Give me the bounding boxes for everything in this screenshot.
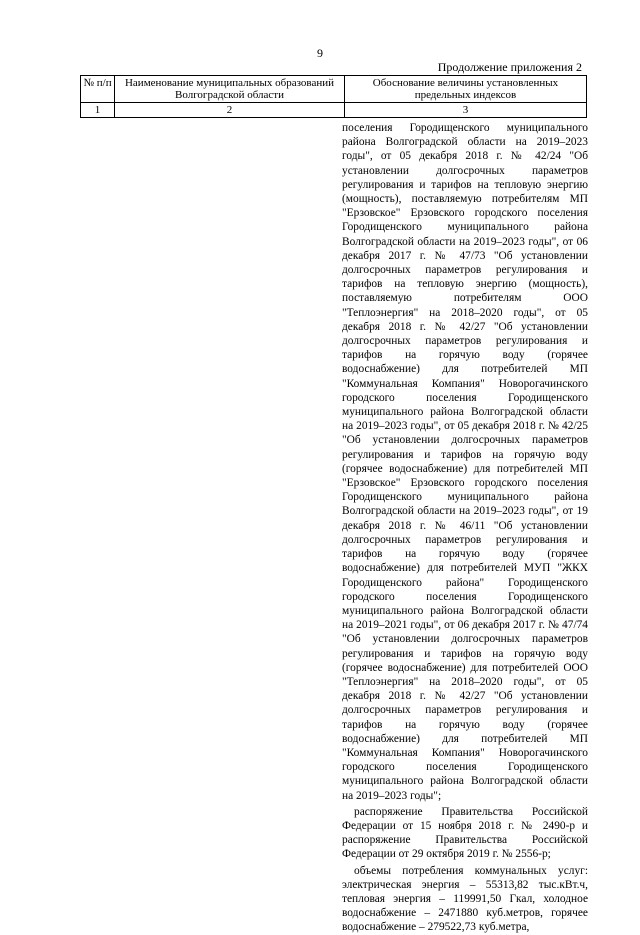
- appendix-continuation-note: Продолжение приложения 2: [437, 60, 582, 74]
- column-municipality-title: Наименование муниципальных образований Волгоградской области: [115, 76, 345, 103]
- header-title-row: [81, 76, 587, 103]
- justification-paragraph-consumption-volumes: объемы потребления коммунальных услуг: электрическая энергия – 55313,82 тыс.кВт.ч, тепловая энергия – 119991,50 Гкал, холодное водоснабжение – 2471880 куб.метров, горячее водоснабжение – 279522,73 куб.метра,: [342, 864, 588, 934]
- column-number-title: № п/п: [81, 76, 115, 103]
- justification-paragraph-decrees: поселения Городищенского муниципального района Волгоградской области на 2019–2023 годы", от 05 декабря 2018 г. № 42/24 "Об установлении долгосрочных параметров регулирования и тарифов на тепловую энергию (мощность), поставляемую потребителям МП "Ерзовское" Ерзовского городского поселения Городищенского муниципального района Волгоградской области на 2019–2023 годы", от 06 декабря 2017 г. № 47/73 "Об установлении долгосрочных параметров регулирования и тарифов на тепловую энергию (мощность), поставляемую потребителям ООО "Теплоэнергия" на 2018–2020 годы", от 05 декабря 2018 г. № 42/27 "Об установлении долгосрочных параметров регулирования и тарифов на горячую воду (горячее водоснабжение) для потребителей МП "Коммунальная Компания" Новорогачинского городского поселения Городищенского муниципального района Волгоградской области на 2019–2023 годы", от 05 декабря 2018 г. № 42/25 "Об установлении долгосрочных параметров регулирования и тарифов на горячую воду (горячее водоснабжение) для потребителей МП "Ерзовское" Ерзовского городского поселения Городищенского муниципального района Волгоградской области на 2019–2023 годы", от 19 декабря 2018 г. № 46/11 "Об установлении долгосрочных параметров регулирования и тарифов на горячую воду (горячее водоснабжение) для потребителей МУП "ЖКХ Городищенского района" Городищенского городского поселения Городищенского муниципального района Волгоградской области на 2019–2021 годы", от 06 декабря 2017 г. № 47/74 "Об установлении долгосрочных параметров регулирования и тарифов на горячую воду (горячее водоснабжение) для потребителей ООО "Теплоэнергия" на 2018–2020 годы", от 05 декабря 2018 г. № 42/27 "Об установлении долгосрочных параметров регулирования и тарифов на горячую воду (горячее водоснабжение) для потребителей МП "Коммунальная Компания" Новорогачинского городского поселения Городищенского муниципального района Волгоградской области на 2019–2023 годы";: [342, 122, 588, 802]
- header-number-row: [81, 103, 587, 118]
- page-number: 9: [317, 46, 323, 60]
- justification-paragraph-government-orders: распоряжение Правительства Российской Федерации от 15 ноября 2018 г. № 2490-р и распоряжение Правительства Российской Федерации от 29 октября 2019 г. № 2556-р;: [342, 805, 588, 861]
- justification-text: [342, 121, 588, 935]
- column-justification-title: Обоснование величины установленных предельных индексов: [344, 76, 586, 103]
- column-municipality-index: 2: [115, 103, 345, 118]
- header-table: [80, 75, 587, 118]
- column-number-index: 1: [81, 103, 115, 118]
- column-justification-index: 3: [344, 103, 586, 118]
